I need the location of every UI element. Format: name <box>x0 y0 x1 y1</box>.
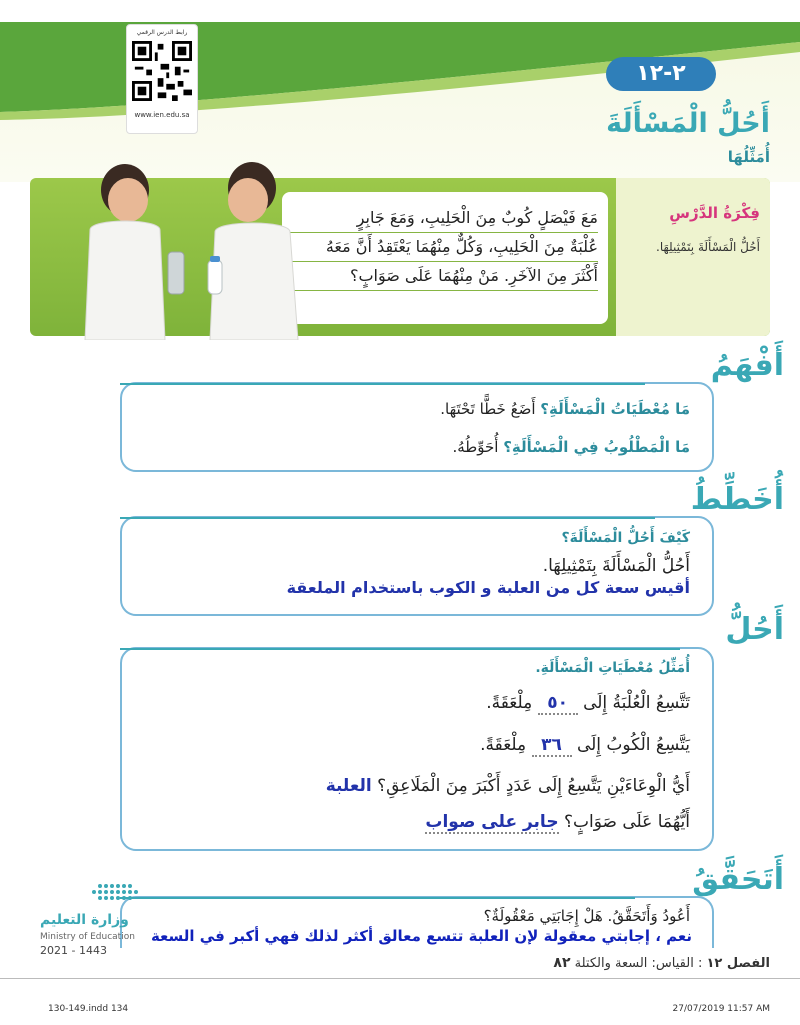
solve-line-compare <box>326 776 690 796</box>
lesson-subtitle: أُمَثِّلُهَا <box>727 148 770 166</box>
solve-heading-rule <box>120 648 680 650</box>
understand-heading: أَفْهَمُ <box>710 348 784 383</box>
footer-chapter-label: الفصل ١٢ <box>706 956 770 971</box>
lesson-idea-label: فِكْرَةُ الدَّرْسِ <box>669 204 760 222</box>
lesson-number-badge: ٢-١٢ <box>606 57 716 91</box>
qr-code-icon[interactable] <box>132 41 192 101</box>
story-line-1: مَعَ فَيْصَلٍ كُوبٌ مِنَ الْحَلِيبِ، وَمَعَ جَابِرٍ <box>288 204 598 233</box>
solve-line-who-is-right <box>425 812 690 834</box>
lesson-title: أَحُلُّ الْمَسْأَلَةَ <box>606 108 770 139</box>
solve-instruction: أُمَثِّلُ مُعْطَيَاتِ الْمَسْأَلَةِ. <box>535 660 690 676</box>
solve-heading: أَحُلُّ <box>725 612 784 647</box>
solve-line4-question: أَيُّهُمَا عَلَى صَوَابٍ؟ <box>563 812 690 832</box>
print-file-name: 130-149.indd 134 <box>48 1004 129 1014</box>
who-is-right-answer: جابر على صواب <box>425 812 559 832</box>
solve-line1-prefix: تَتَّسِعُ الْعُلْبَةُ إِلَى <box>583 693 690 713</box>
plan-question: كَيْفَ أَحُلُّ الْمَسْأَلَةَ؟ <box>561 530 690 546</box>
plan-strategy: أَحُلُّ الْمَسْأَلَةَ بِتَمْثِيلِهَا. <box>542 556 690 576</box>
understand-q2-label: مَا الْمَطْلُوبُ فِي الْمَسْأَلَةِ؟ <box>503 438 690 456</box>
plan-heading-rule <box>120 517 655 519</box>
qr-card[interactable] <box>126 24 198 134</box>
story-text <box>288 204 598 291</box>
plan-handwritten-answer: أقيس سعة كل من العلبة و الكوب باستخدام الملعقة <box>286 578 690 597</box>
children-illustration <box>50 160 310 340</box>
compare-answer: العلبة <box>325 776 372 796</box>
understand-q1-text: أَضَعُ خَطًّا تَحْتَهَا. <box>440 400 536 418</box>
story-line-2: عُلْبَةٌ مِنَ الْحَلِيبِ، وَكُلٌّ مِنْهُمَا يَعْتَقِدُ أَنَّ مَعَهُ <box>288 233 598 262</box>
understand-q1-label: مَا مُعْطَيَاتُ الْمَسْأَلَةِ؟ <box>540 400 690 418</box>
check-question: أَعُودُ وَأَتَحَقَّقُ. هَلْ إِجَابَتِي مَعْقُولَةٌ؟ <box>483 907 690 925</box>
understand-question-1 <box>440 400 690 418</box>
qr-url: www.ien.edu.sa <box>134 111 190 119</box>
footer-chapter-title: : القياس: السعة والكتلة <box>574 956 703 971</box>
check-heading-rule <box>120 897 635 899</box>
solve-line2-suffix: مِلْعَقَةً. <box>480 735 527 755</box>
understand-heading-rule <box>120 383 645 385</box>
footer-divider <box>0 978 800 979</box>
story-line-3: أَكْثَرَ مِنَ الآخَرِ. مَنْ مِنْهُمَا عَلَى صَوَابٍ؟ <box>288 262 598 291</box>
understand-q2-text: أُحَوِّطُهُ. <box>452 438 499 456</box>
check-handwritten-answer: نعم ، إجابتي معقولة لإن العلبة تتسع معالق أكثر لذلك فهي أكبر في السعة <box>150 927 692 945</box>
page-number: ٨٢ <box>553 955 571 971</box>
understand-box <box>120 382 714 472</box>
solve-line1-suffix: مِلْعَقَةً. <box>486 693 533 713</box>
story-box <box>282 192 608 324</box>
ministry-name-arabic: وزارة التعليم <box>40 912 129 928</box>
solve-line2-prefix: يَتَّسِعُ الْكُوبُ إِلَى <box>576 735 690 755</box>
ministry-name-english: Ministry of Education <box>40 932 135 942</box>
lesson-idea-text: أَحُلُّ الْمَسْأَلَةَ بِتَمْثِيلِهَا. <box>656 240 760 254</box>
solve-line-can <box>486 693 690 715</box>
print-date: 27/07/2019 11:57 AM <box>672 1004 770 1014</box>
solve-line-cup <box>480 735 690 757</box>
ministry-year: 2021 - 1443 <box>40 944 107 957</box>
footer-chapter <box>543 955 770 971</box>
solve-line3-question: أَيُّ الْوِعَاءَيْنِ يَتَّسِعُ إِلَى عَدَدٍ أَكْبَرَ مِنَ الْمَلَاعِقِ؟ <box>377 776 690 796</box>
understand-question-2 <box>452 438 690 456</box>
check-heading: أَتَحَقَّقُ <box>692 862 784 897</box>
qr-caption: رابط الدرس الرقمي <box>136 29 188 36</box>
lesson-idea-area <box>616 178 770 336</box>
can-spoons-answer: ٥٠ <box>538 693 578 715</box>
plan-heading: أُخَطِّطُ <box>690 482 784 517</box>
cup-spoons-answer: ٣٦ <box>532 735 572 757</box>
